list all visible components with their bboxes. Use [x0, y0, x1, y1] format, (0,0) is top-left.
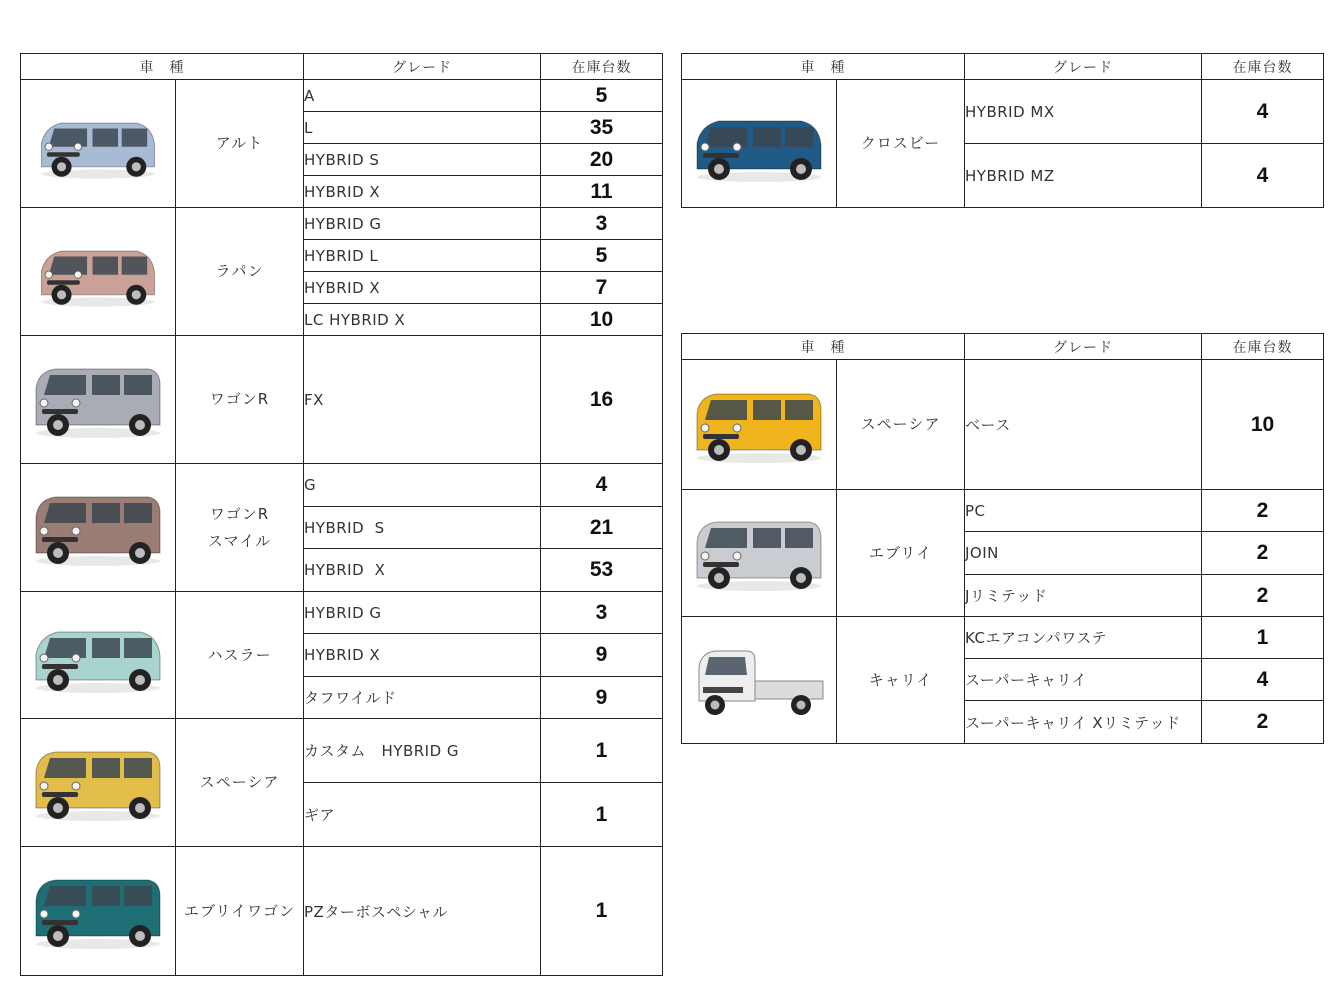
- stock-cell: 3: [541, 208, 663, 240]
- header-model: 車 種: [21, 54, 304, 80]
- model-name: ワゴンR スマイル: [176, 464, 304, 592]
- table-row: [21, 719, 663, 783]
- right-bottom-stock-table: [681, 333, 1324, 744]
- table-row: [682, 360, 1324, 490]
- grade-cell: FX: [304, 336, 541, 464]
- table-row: [21, 336, 663, 464]
- grade-cell: HYBRID X: [304, 176, 541, 208]
- stock-cell: 1: [541, 783, 663, 847]
- car-every-wagon-icon: [21, 847, 176, 976]
- stock-cell: 4: [1202, 80, 1324, 144]
- stock-cell: 10: [1202, 360, 1324, 490]
- table-row: [21, 208, 663, 240]
- grade-cell: HYBRID X: [304, 549, 541, 592]
- model-name: アルト: [176, 80, 304, 208]
- stock-cell: 11: [541, 176, 663, 208]
- car-wagonr-icon: [21, 336, 176, 464]
- grade-cell: ベース: [965, 360, 1202, 490]
- grade-cell: HYBRID L: [304, 240, 541, 272]
- grade-cell: Jリミテッド: [965, 575, 1202, 617]
- header-model: 車 種: [682, 54, 965, 80]
- stock-cell: 2: [1202, 701, 1324, 744]
- stock-cell: 2: [1202, 575, 1324, 617]
- stock-cell: 53: [541, 549, 663, 592]
- stock-cell: 35: [541, 112, 663, 144]
- header-grade: グレード: [965, 334, 1202, 360]
- truck-carry-icon: [682, 617, 837, 744]
- grade-cell: HYBRID X: [304, 272, 541, 304]
- grade-cell: カスタム HYBRID G: [304, 719, 541, 783]
- grade-cell: HYBRID X: [304, 634, 541, 677]
- table-row: [21, 592, 663, 634]
- grade-cell: PZターボスペシャル: [304, 847, 541, 976]
- grade-cell: HYBRID G: [304, 208, 541, 240]
- grade-cell: HYBRID S: [304, 144, 541, 176]
- stock-cell: 4: [1202, 144, 1324, 208]
- stock-cell: 10: [541, 304, 663, 336]
- grade-cell: HYBRID MZ: [965, 144, 1202, 208]
- model-name: ラパン: [176, 208, 304, 336]
- stock-cell: 2: [1202, 490, 1324, 532]
- table-row: [21, 80, 663, 112]
- stock-cell: 2: [1202, 532, 1324, 575]
- model-name: クロスビー: [837, 80, 965, 208]
- grade-cell: HYBRID G: [304, 592, 541, 634]
- model-name: エブリイ: [837, 490, 965, 617]
- van-every-icon: [682, 490, 837, 617]
- car-wagonr-smile-icon: [21, 464, 176, 592]
- stock-cell: 4: [541, 464, 663, 507]
- grade-cell: JOIN: [965, 532, 1202, 575]
- stock-cell: 7: [541, 272, 663, 304]
- stock-cell: 1: [1202, 617, 1324, 659]
- stock-cell: 9: [541, 634, 663, 677]
- table-header-row: [682, 334, 1324, 360]
- grade-cell: KCエアコンパワステ: [965, 617, 1202, 659]
- grade-cell: スーパーキャリイ Xリミテッド: [965, 701, 1202, 744]
- header-stock: 在庫台数: [1202, 54, 1324, 80]
- car-alto-icon: [21, 80, 176, 208]
- model-name: ワゴンR: [176, 336, 304, 464]
- grade-cell: L: [304, 112, 541, 144]
- stock-cell: 3: [541, 592, 663, 634]
- grade-cell: HYBRID MX: [965, 80, 1202, 144]
- stock-cell: 4: [1202, 659, 1324, 701]
- stock-cell: 21: [541, 507, 663, 549]
- left-stock-table: [20, 53, 663, 976]
- car-spacia-icon: [21, 719, 176, 847]
- stock-cell: 5: [541, 240, 663, 272]
- grade-cell: タフワイルド: [304, 677, 541, 719]
- car-spacia-base-icon: [682, 360, 837, 490]
- car-lapin-icon: [21, 208, 176, 336]
- table-header-row: [682, 54, 1324, 80]
- table-row: [682, 617, 1324, 659]
- model-name: キャリイ: [837, 617, 965, 744]
- grade-cell: ギア: [304, 783, 541, 847]
- stock-cell: 1: [541, 719, 663, 783]
- grade-cell: G: [304, 464, 541, 507]
- grade-cell: PC: [965, 490, 1202, 532]
- header-stock: 在庫台数: [1202, 334, 1324, 360]
- table-row: [682, 80, 1324, 144]
- stock-cell: 20: [541, 144, 663, 176]
- header-stock: 在庫台数: [541, 54, 663, 80]
- table-row: [682, 490, 1324, 532]
- model-name: エブリイワゴン: [176, 847, 304, 976]
- model-name: スペーシア: [837, 360, 965, 490]
- table-header-row: [21, 54, 663, 80]
- stock-cell: 5: [541, 80, 663, 112]
- header-model: 車 種: [682, 334, 965, 360]
- table-row: [21, 464, 663, 507]
- model-name: スペーシア: [176, 719, 304, 847]
- car-hustler-icon: [21, 592, 176, 719]
- grade-cell: HYBRID S: [304, 507, 541, 549]
- stock-cell: 16: [541, 336, 663, 464]
- table-row: [21, 847, 663, 976]
- grade-cell: A: [304, 80, 541, 112]
- stock-cell: 1: [541, 847, 663, 976]
- header-grade: グレード: [304, 54, 541, 80]
- right-top-stock-table: [681, 53, 1324, 208]
- stock-cell: 9: [541, 677, 663, 719]
- header-grade: グレード: [965, 54, 1202, 80]
- grade-cell: スーパーキャリイ: [965, 659, 1202, 701]
- car-crossbee-icon: [682, 80, 837, 208]
- model-name: ハスラー: [176, 592, 304, 719]
- grade-cell: LC HYBRID X: [304, 304, 541, 336]
